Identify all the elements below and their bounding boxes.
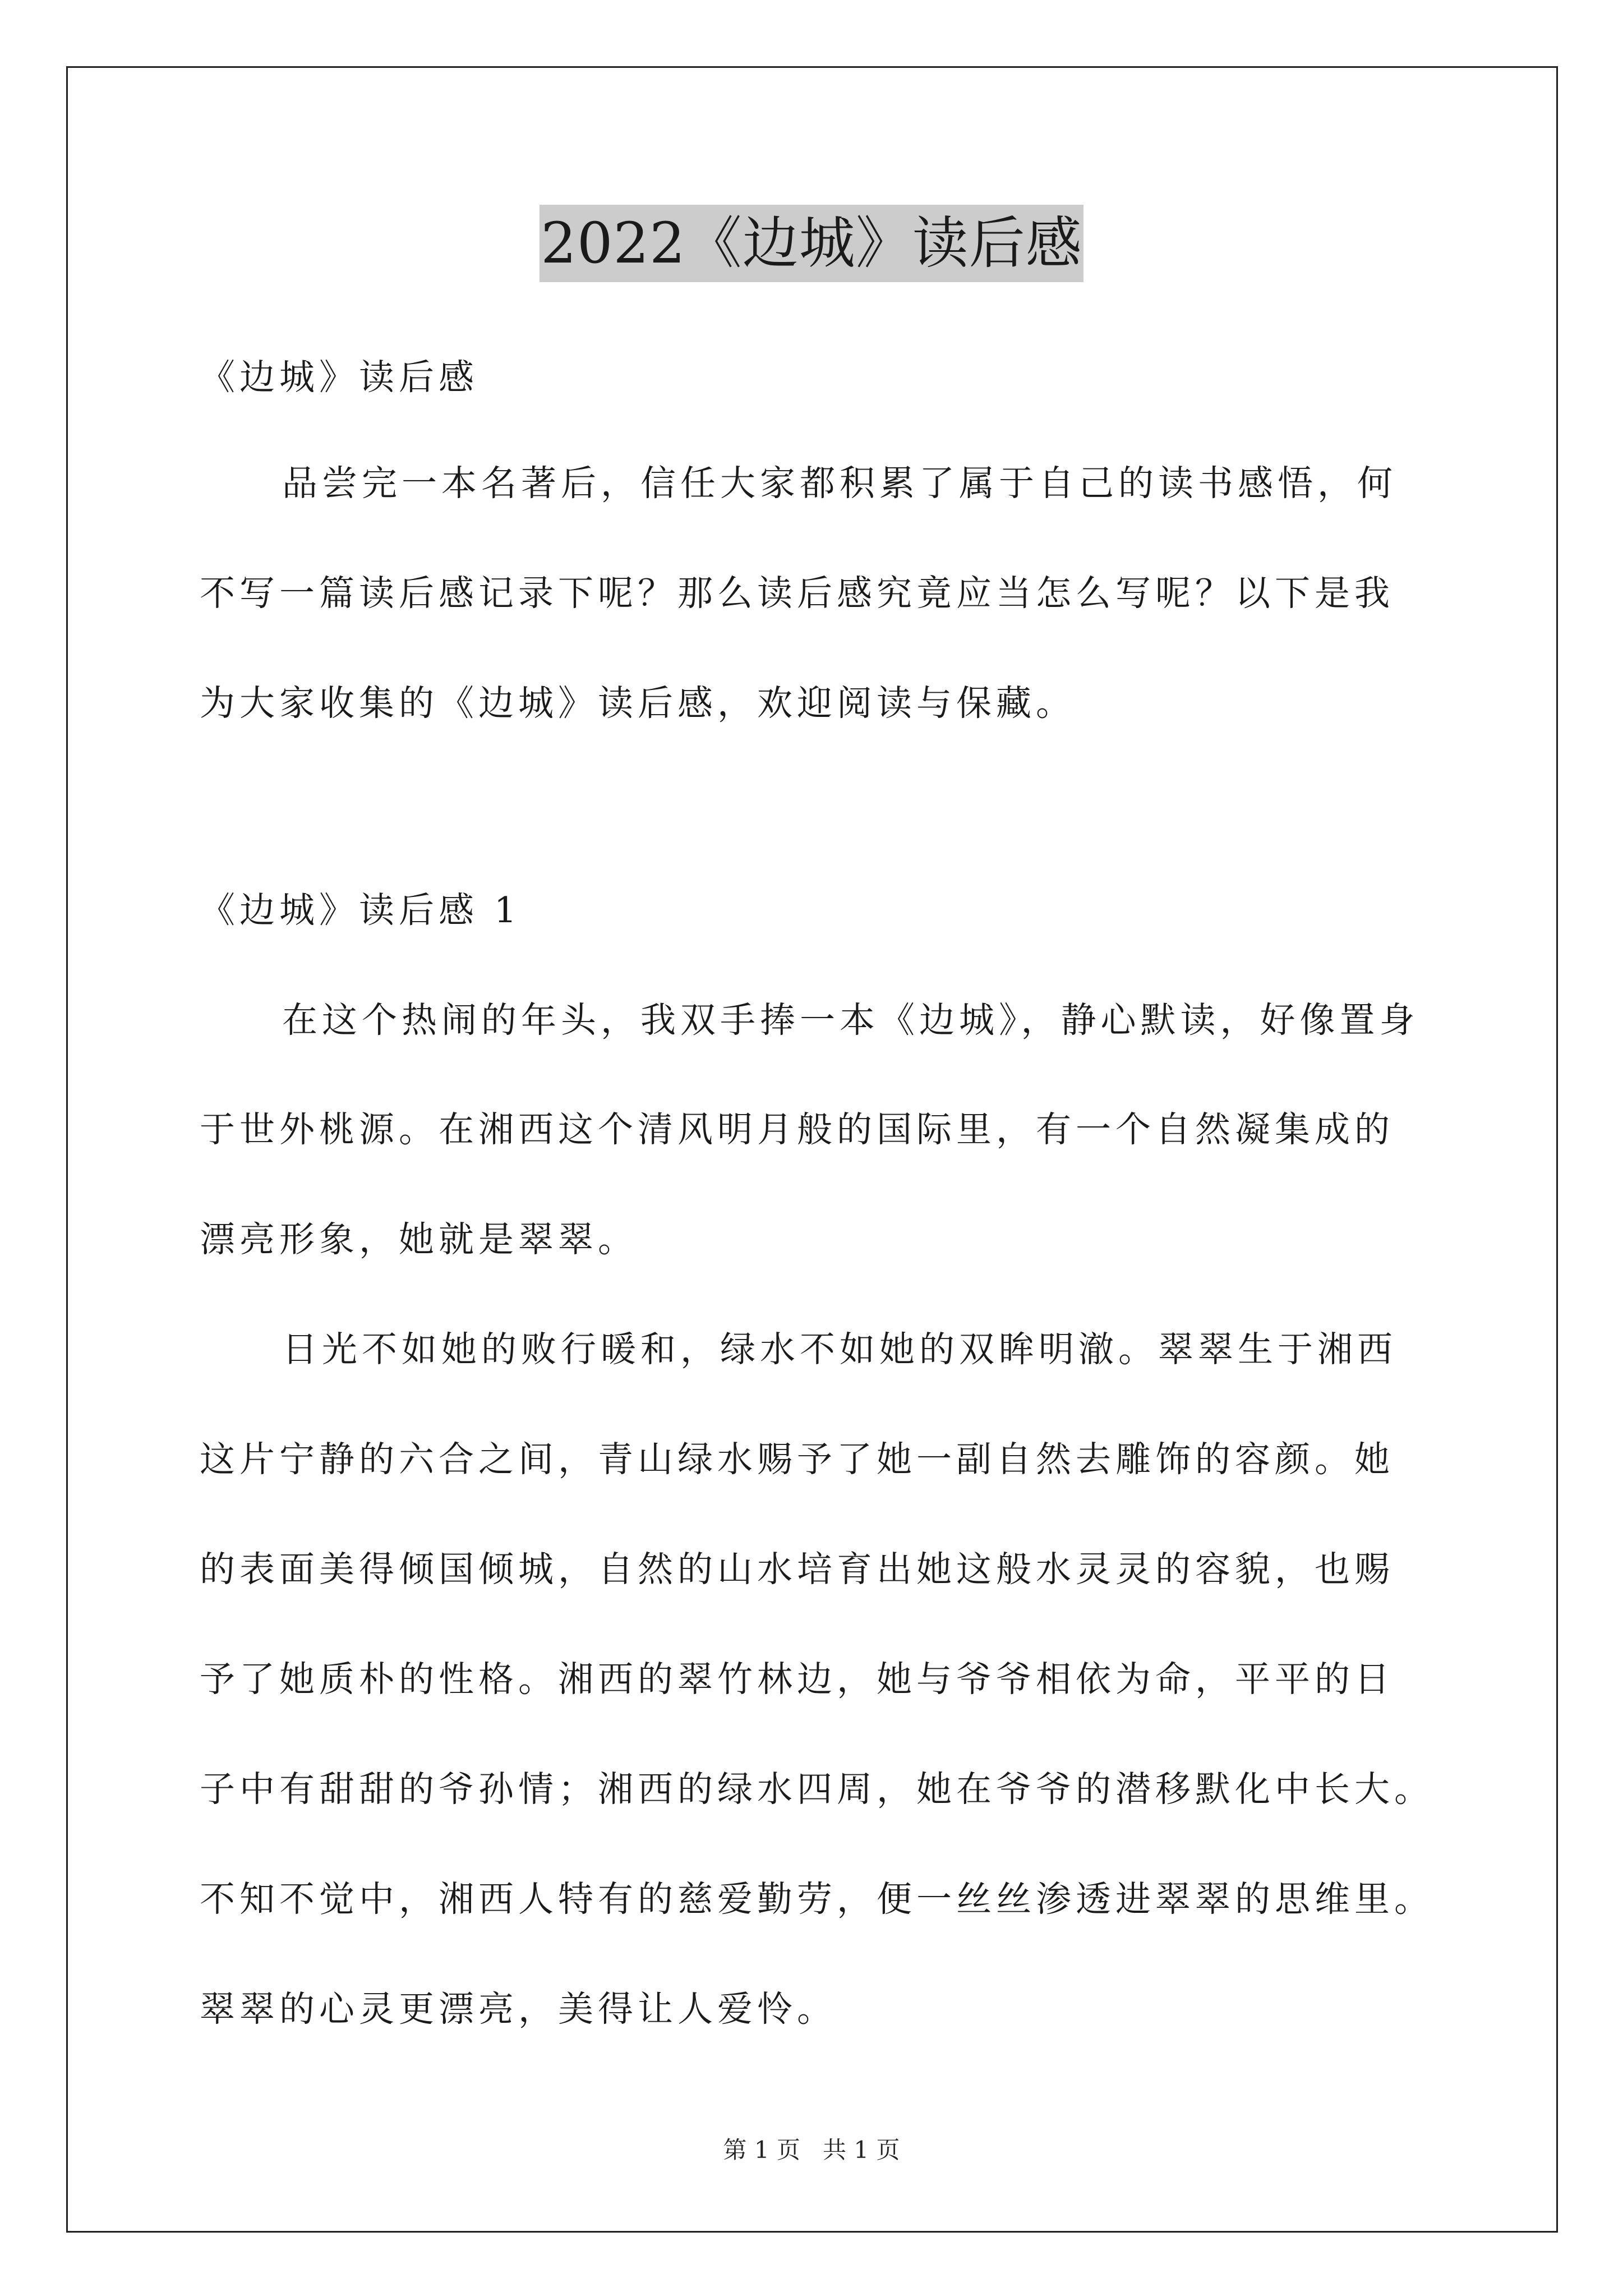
para1-line-1: 在这个热闹的年头，我双手捧一本《边城》，静心默读，好像置身 [282, 1000, 1419, 1041]
page-footer: 第 1 页 共 1 页 [723, 2136, 900, 2164]
subtitle: 《边城》读后感 [200, 357, 478, 398]
para2-line-2: 这片宁静的六合之间，青山绿水赐予了她一副自然去雕饰的容颜。她 [200, 1439, 1394, 1480]
para2-line-3: 的表面美得倾国倾城，自然的山水培育出她这般水灵灵的容貌，也赐 [200, 1549, 1394, 1590]
para1-line-2: 于世外桃源。在湘西这个清风明月般的国际里，有一个自然凝集成的 [200, 1109, 1394, 1150]
para1-line-3: 漂亮形象，她就是翠翠。 [200, 1219, 638, 1260]
document-title-text: 2022《边城》读后感 [540, 205, 1083, 282]
para2-line-1: 日光不如她的败行暖和，绿水不如她的双眸明澈。翠翠生于湘西 [282, 1329, 1397, 1370]
para2-line-6: 不知不觉中，湘西人特有的慈爱勤劳，便一丝丝渗透进翠翠的思维里。 [200, 1879, 1434, 1920]
intro-line-2: 不写一篇读后感记录下呢？那么读后感究竟应当怎么写呢？以下是我 [200, 573, 1394, 614]
para2-line-7: 翠翠的心灵更漂亮，美得让人爱怜。 [200, 1989, 837, 2030]
intro-line-1: 品尝完一本名著后，信任大家都积累了属于自己的读书感悟，何 [282, 463, 1397, 504]
para2-line-4: 予了她质朴的性格。湘西的翠竹林边，她与爷爷相依为命，平平的日 [200, 1659, 1394, 1700]
section-heading: 《边城》读后感 1 [200, 890, 522, 931]
document-title [0, 205, 1623, 282]
intro-line-3: 为大家收集的《边城》读后感，欢迎阅读与保藏。 [200, 683, 1076, 724]
para2-line-5: 子中有甜甜的爷孙情；湘西的绿水四周，她在爷爷的潜移默化中长大。 [200, 1769, 1434, 1810]
